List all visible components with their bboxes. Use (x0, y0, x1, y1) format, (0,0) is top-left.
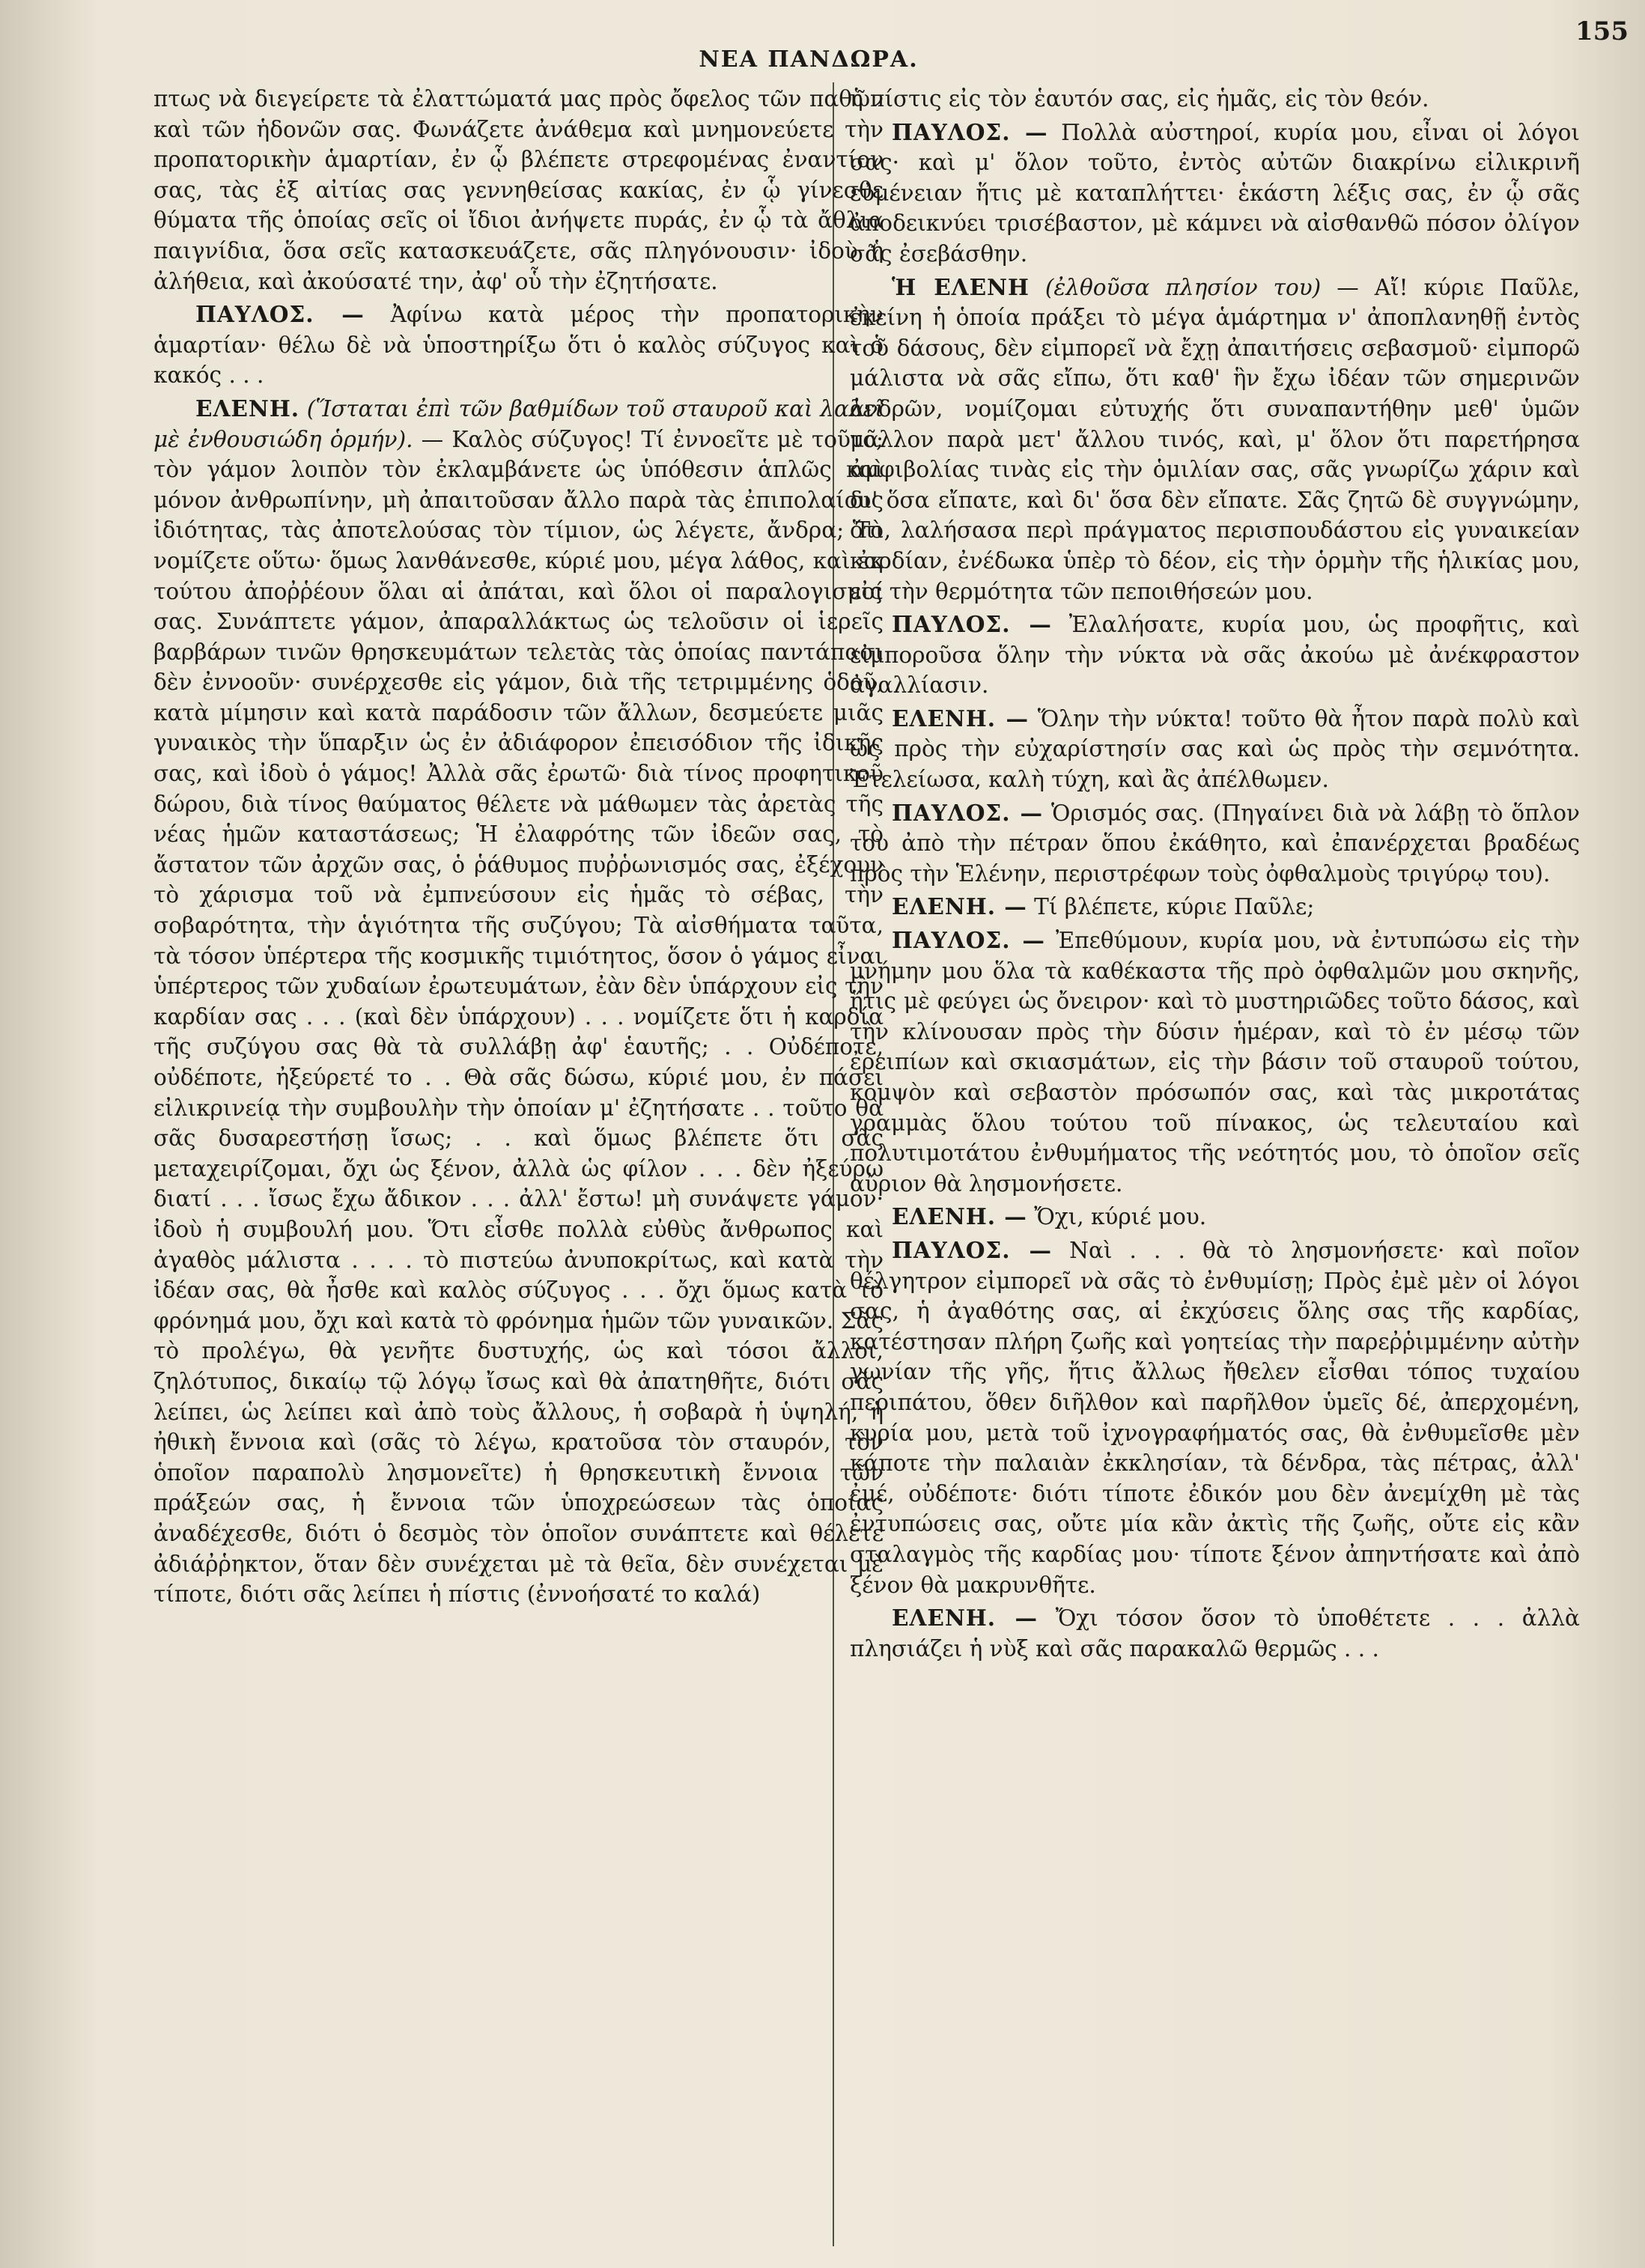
dialogue-text: Πολλὰ αὐστηροί, κυρία μου, εἶναι οἱ λόγοι σας· καὶ μ' ὅλον τοῦτο, ἐντὸς αὐτῶν διακρίνω εἰλικρινῆ εὐμένειαν ἥτις μὲ καταπλήττει· ἑκάστη λέξις σας, ἐν ᾧ σᾶς ἀποδεικνύει τρισέβαστον, μὲ κάμνει νὰ αἰσθανθῶ πόσον ὀλίγον σᾶς ἐσεβάσθην. (850, 119, 1580, 267)
page-number: 155 (1575, 16, 1629, 46)
speaker-name: ΠΑΥΛΟΣ. — (892, 927, 1045, 954)
paragraph (153, 300, 884, 391)
dialogue-text: Ὄχι, κύριέ μου. (1034, 1204, 1207, 1230)
speaker-name: Ἡ ΕΛΕΝΗ (892, 273, 1030, 300)
dialogue-text: πτως νὰ διεγείρετε τὰ ἐλαττώματά μας πρὸς ὄφελος τῶν παθῶν καὶ τῶν ἡδονῶν σας. Φωνάζετε ἀνάθεμα καὶ μνημονεύετε τὴν προπατορικὴν ἁμαρτίαν, ἐν ᾧ βλέπετε στρεφομένας ἐναντίον σας, τὰς ἐξ αἰτίας σας γεννηθείσας κακίας, ἐν ᾧ γίνεσθε θύματα τῆς ὁποίας σεῖς οἱ ἴδιοι ἀνήψετε πυράς, ἐν ᾧ τὰ ἄθλια παιγνίδια, ὅσα σεῖς κατασκευάζετε, σᾶς πληγόνουσιν· ἰδοὺ ἡ ἀλήθεια, καὶ ἀκούσατέ την, ἀφ' οὗ τὴν ἐζητήσατε. (153, 86, 884, 294)
left-column (153, 84, 884, 2248)
dialogue-text: Τί βλέπετε, κύριε Παῦλε; (1034, 894, 1315, 920)
dialogue-text: Ναὶ . . . θὰ τὸ λησμονήσετε· καὶ ποῖον θέλγητρον εἰμπορεῖ νὰ σᾶς τὸ ἐνθυμίσῃ; Πρὸς ἐμὲ μὲν οἱ λόγοι σας, ἡ ἀγαθότης σας, αἱ ἐκχύσεις ὅλης σας τῆς καρδίας, κατέστησαν πλήρη ζωῆς καὶ γοητείας τὴν παρεῤῥιμμένην αὐτὴν γωνίαν τῆς γῆς, ἥτις ἄλλως ἤθελεν εἶσθαι τόπος τυχαίου περιπάτου, ὅθεν διῆλθον καὶ παρῆλθον ὑμεῖς δέ, ἀπερχομένη, κυρία μου, μετὰ τοῦ ἰχνογραφήματός σας, θὰ ἐνθυμεῖσθε μὲν κάποτε τὴν παλαιὰν ἐκκλησίαν, τὰ δένδρα, τὰς πέτρας, ἀλλ' ἐμέ, οὐδέποτε· διότι τίποτε ἐδικόν μου δὲν ἀνεμίχθη μὲ τὰς ἐντυπώσεις σας, οὔτε μία κἂν ἀκτὶς τῆς ζωῆς, οὔτε εἰς κἂν σταλαγμὸς τῆς καρδίας μου· τίποτε ξένον ἀπηντήσατε καὶ ἀπὸ ξένον θὰ μακρυνθῆτε. (850, 1237, 1580, 1598)
dialogue-text: Ὁρισμός σας. (Πηγαίνει διὰ νὰ λάβῃ τὸ ὅπλον του ἀπὸ τὴν πέτραν ὅπου ἐκάθητο, καὶ ἐπανέρχεται βραδέως πρὸς τὴν Ἑλένην, περιστρέφων τοὺς ὀφθαλμοὺς τριγύρῳ του). (850, 800, 1580, 887)
dialogue-text: Ἐλαλήσατε, κυρία μου, ὡς προφῆτις, καὶ εἰμποροῦσα ὅλην τὴν νύκτα νὰ σᾶς ἀκούω μὲ ἀνέκφραστον ἀγαλλίασιν. (850, 612, 1580, 699)
speaker-name: ΠΑΥΛΟΣ. — (195, 301, 365, 328)
speaker-name: ΕΛΕΝΗ. — (892, 705, 1030, 732)
paragraph (850, 84, 1580, 115)
dialogue-text: Ὅλην τὴν νύκτα! τοῦτο θὰ ἦτον παρὰ πολὺ καὶ ὡς πρὸς τὴν εὐχαρίστησίν σας καὶ ὡς πρὸς τὴν σεμνότητα. Ἐτελείωσα, καλὴ τύχη, καὶ ἂς ἀπέλθωμεν. (850, 705, 1580, 793)
dialogue-text: — Αἴ! κύριε Παῦλε, ἐκείνη ἡ ὁποία πράξει τὸ μέγα ἁμάρτημα ν' ἀποπλανηθῇ ἐντὸς τοῦ δάσους, δὲν εἰμπορεῖ νὰ ἔχῃ ἀπαιτήσεις σεβασμοῦ· εἰμπορῶ μάλιστα νὰ σᾶς εἴπω, ὅτι καθ' ἣν ἔχω ἰδέαν τῶν σημερινῶν ἀνδρῶν, νομίζομαι εὐτυχής ὅτι συναπαντήθην μεθ' ὑμῶν μᾶλλον παρὰ μετ' ἄλλου τινός, καὶ, μ' ὅλον ὅτι παρετήρησα ἀμφιβολίας τινὰς εἰς τὴν ὁμιλίαν σας, σᾶς γνωρίζω χάριν καὶ δι' ὅσα εἴπατε, καὶ δι' ὅσα δὲν εἴπατε. Σᾶς ζητῶ δὲ συγγνώμην, ὅτι, λαλήσασα περὶ πράγματος περισπουδάστου εἰς γυναικείαν καρδίαν, ἐνέδωκα ὑπὲρ τὸ δέον, εἰς τὴν ὁρμὴν τῆς ἡλικίας μου, εἰς τὴν θερμότητα τῶν πεποιθήσεών μου. (850, 274, 1580, 604)
speaker-name: ΠΑΥΛΟΣ. — (892, 611, 1052, 638)
paragraph (850, 798, 1580, 890)
paragraph (850, 1603, 1580, 1664)
paragraph (850, 1202, 1580, 1232)
speaker-name: ΕΛΕΝΗ. — (892, 1605, 1038, 1632)
stage-direction: (ἐλθοῦσα πλησίον του) (1045, 274, 1322, 300)
paragraph (850, 704, 1580, 795)
right-column (850, 84, 1580, 2248)
paragraph (850, 925, 1580, 1199)
paragraph (850, 118, 1580, 270)
speaker-name: ΠΑΥΛΟΣ. — (892, 799, 1043, 826)
dialogue-text: — Καλὸς σύζυγος! Τί ἐννοεῖτε μὲ τοῦτο; τὸν γάμον λοιπὸν τὸν ἐκλαμβάνετε ὡς ὑπόθεσιν ἁπλῶς καὶ μόνον ἀνθρωπίνην, μὴ ἀπαιτοῦσαν ἄλλο παρὰ τὰς ἐπιπολαίους ἰδιότητας, τὰς ἀποτελούσας τὸν τίμιον, ὡς λέγετε, ἄνδρα; Τὸ νομίζετε οὕτω· ὅμως λανθάνεσθε, κύριέ μου, μέγα λάθος, καὶ ἐκ τούτου ἀποῤῥέουν ὅλαι αἱ ἀπάται, καὶ ὅλοι οἱ παραλογισμοί σας. Συνάπτετε γάμον, ἀπαραλλάκτως ὡς τελοῦσιν οἱ ἱερεῖς βαρβάρων τινῶν θρησκευμάτων τελετὰς τὰς ὁποίας παντάπασι δὲν ἐννοοῦν· συνέρχεσθε εἰς γάμον, διὰ τῆς τετριμμένης ὁδοῦ, κατὰ μίμησιν καὶ κατὰ παράδοσιν τῶν ἄλλων, δεσμεύετε μιᾶς γυναικὸς τὴν ὕπαρξιν ὡς ἐν ἀδιάφορον ἐπεισόδιον τῆς ἰδικῆς σας, καὶ ἰδοὺ ὁ γάμος! Ἀλλὰ σᾶς ἐρωτῶ· διὰ τίνος προφητικοῦ δώρου, διὰ τίνος θαύματος θέλετε νὰ μάθωμεν τὰς ἀρετὰς τῆς νέας ἡμῶν καταστάσεως; Ἡ ἐλαφρότης τῶν ἰδεῶν σας, τὸ ἄστατον τῶν ἀρχῶν σας, ὁ ῥάθυμος πυῤῥωνισμός σας, ἐξέχουν τὸ χάρισμα τοῦ νὰ ἐμπνεύσουν εἰς ἡμᾶς τὸ σέβας, τὴν σοβαρότητα, τὴν ἁγιότητα τῆς συζύγου; Τὰ αἰσθήματα ταῦτα, τὰ τόσον ὑπέρτερα τῆς κοσμικῆς τιμιότητος, ὅσον ὁ γάμος εἶναι ὑπέρτερος τῶν χυδαίων ἐρωτευμάτων, ἐὰν δὲν ὑπάρχουν εἰς τὴν καρδίαν σας . . . (καὶ δὲν ὑπάρχουν) . . . νομίζετε ὅτι ἡ καρδία τῆς συζύγου σας θὰ τὰ συλλάβῃ ἀφ' ἑαυτῆς; . . Οὐδέποτε, οὐδέποτε, ἠξεύρετέ το . . Θὰ σᾶς δώσω, κύριέ μου, ἐν πάσει εἰλικρινείᾳ τὴν συμβουλὴν τὴν ὁποίαν μ' ἐζητήσατε . . τοῦτο θὰ σᾶς δυσαρεστήσῃ ἴσως; . . καὶ ὅμως βλέπετε ὅτι σᾶς μεταχειρίζομαι, ὄχι ὡς ξένον, ἀλλὰ ὡς φίλον . . . δὲν ἠξεύρω διατί . . . ἴσως ἔχω ἄδικον . . . ἀλλ' ἔστω! μὴ συνάψετε γάμον· ἰδοὺ ἡ συμβουλή μου. Ὅτι εἶσθε πολλὰ εὐθὺς ἄνθρωπος καὶ ἀγαθὸς μάλιστα . . . . τὸ πιστεύω ἀνυποκρίτως, καὶ κατὰ τὴν ἰδέαν σας, θὰ ἦσθε καὶ καλὸς σύζυγος . . . ὄχι ὅμως κατὰ τὸ φρόνημά μου, ὄχι καὶ κατὰ τὸ φρόνημα ἡμῶν τῶν γυναικῶν. Σᾶς τὸ προλέγω, θὰ γενῆτε δυστυχής, ὡς καὶ τόσοι ἄλλοι, ζηλότυπος, δικαίῳ τῷ λόγῳ ἴσως καὶ θὰ ἀπατηθῆτε, διότι σᾶς λείπει, ὡς λείπει καὶ ἀπὸ τοὺς ἄλλους, ἡ σοβαρὰ ἡ ὑψηλή, ἡ ἠθικὴ ἔννοια καὶ (σᾶς τὸ λέγω, κρατοῦσα τὸν σταυρόν, τὸν ὁποῖον παραπολὺ λησμονεῖτε) ἡ θρησκευτικὴ ἔννοια τῶν πράξεών σας, ἡ ἔννοια τῶν ὑποχρεώσεων τὰς ὁποίας ἀναδέχεσθε, διότι ὁ δεσμὸς τὸν ὁποῖον συνάπτετε καὶ θέλετε ἀδιάῤῥηκτον, ὅταν δὲν συνέχεται μὲ τὰ θεῖα, δὲν συνέχεται μὲ τίποτε, διότι σᾶς λείπει ἡ πίστις (ἐννοήσατέ το καλά) (153, 426, 884, 1608)
speaker-name: ΠΑΥΛΟΣ. — (892, 118, 1048, 145)
speaker-name: ΕΛΕΝΗ. — (892, 893, 1027, 920)
stage-direction: (Ἵσταται ἐπὶ τῶν βαθμίδων τοῦ σταυροῦ καὶ λαλεῖ μὲ ἐνθουσιώδη ὁρμήν). (153, 395, 884, 452)
dialogue-text: Ἀφίνω κατὰ μέρος τὴν προπατορικὴν ἁμαρτίαν· θέλω δὲ νὰ ὑποστηρίξω ὅτι ὁ καλὸς σύζυγος καὶ ὁ κακός . . . (153, 302, 884, 389)
paragraph (850, 273, 1580, 607)
running-head-title: ΝΕΑ ΠΑΝΔΩΡΑ. (699, 46, 919, 73)
paragraph (850, 609, 1580, 701)
speaker-name: ΠΑΥΛΟΣ. — (892, 1236, 1053, 1263)
paragraph (850, 892, 1580, 922)
speaker-name: ΕΛΕΝΗ. (195, 395, 299, 422)
paragraph (153, 394, 884, 1610)
dialogue-text: ἡ πίστις εἰς τὸν ἑαυτόν σας, εἰς ἡμᾶς, εἰς τὸν θεόν. (850, 86, 1429, 112)
dialogue-text: Ὄχι τόσον ὅσον τὸ ὑποθέτετε . . . ἀλλὰ πλησιάζει ἡ νὺξ καὶ σᾶς παρακαλῶ θερμῶς . . . (850, 1605, 1580, 1662)
speaker-name: ΕΛΕΝΗ. — (892, 1203, 1027, 1230)
dialogue-text: Ἐπεθύμουν, κυρία μου, νὰ ἐντυπώσω εἰς τὴν μνήμην μου ὅλα τὰ καθέκαστα τῆς πρὸ ὀφθαλμῶν μου σκηνῆς, ἥτις μὲ φεύγει ὡς ὄνειρον· καὶ τὸ μυστηριῶδες τοῦτο δάσος, καὶ τὴν κλίνουσαν πρὸς τὴν δύσιν ἡμέραν, καὶ τὸ ἐν μέσῳ τῶν ἐρειπίων καὶ σκιασμάτων, εἰς τὴν βάσιν τοῦ σταυροῦ τούτου, κομψὸν καὶ σεβαστὸν πρόσωπόν σας, καὶ τὰς μικροτάτας γραμμὰς ὅλου τούτου τοῦ πίνακος, ὡς τελευταίου καὶ πολυτιμοτάτου ἐνθυμήματος τῆς νεότητός μου, τὸ ὁποῖον σεῖς αὔριον θὰ λησμονήσετε. (850, 928, 1580, 1197)
paragraph (153, 84, 884, 297)
paragraph (850, 1235, 1580, 1600)
